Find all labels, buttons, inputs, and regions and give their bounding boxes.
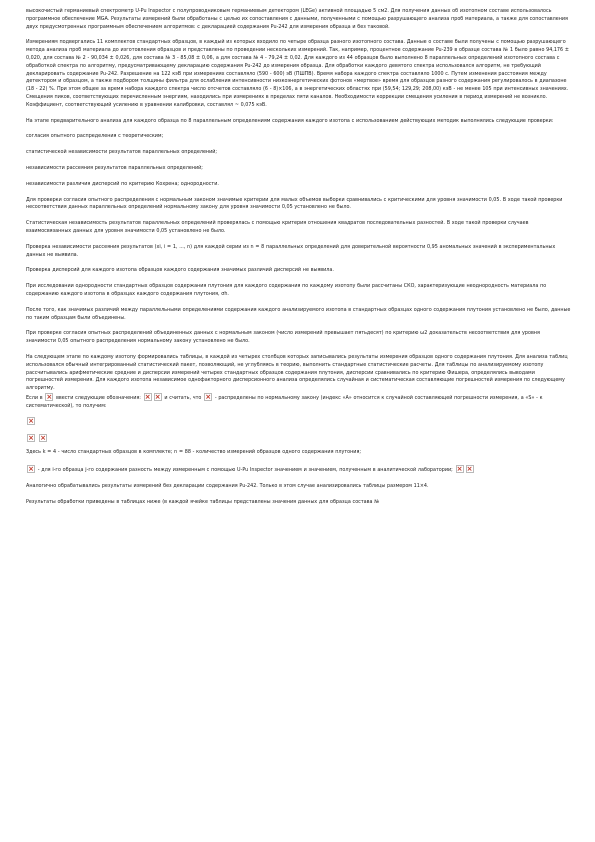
paragraph-statistical-independence: Статистическая независимость результатов параллельных определений проверялась с помощью критерия отношения квадратов последовательных разностей. В ходе такой проверки случаев взаимосвязанных данных для уровня значимости 0,05 установлено не было. [26,220,529,234]
paragraph-checks-intro: На этапе предварительного анализа для каждого образца по 8 параллельным определениям содержания каждого изотопа с использованием действующих методик выполнялись следующие проверки: [26,117,554,124]
list-item-independence: статистической независимости результатов параллельных определений; [26,149,218,156]
paragraph-dispersions: Проверка дисперсий для каждого изотопа образцов каждого содержания значимых различий дисперсий не выявила. [26,267,334,274]
paragraph-difference [26,465,571,475]
formula-line [26,393,571,411]
paragraph-outliers: Проверка независимости рассеяния результатов (xi, i = 1, ..., n) для каждой серии из n = 8 параллельных определений для доверительной вероятности 0,95 аномальных значений в экспериментальных данных не выявила. [26,243,556,258]
broken-image-icon [144,393,152,401]
document-page [26,8,571,507]
broken-image-icon [466,465,474,473]
formula-mid2: и считать, что [164,394,202,401]
broken-image-icon [456,465,464,473]
paragraph-merge: После того, как значимых различий между параллельными определениями содержания каждого анализируемого изотопа в стандартных образцах одного содержания плутония установлено не было, данные по таким образцам были объединены. [26,306,571,321]
paragraph-normality: Для проверки согласия опытного распределения с нормальным законом значимые критерии для малых объемов выборки сравнивались с критическими для уровня значимости 0,05. В ходе такой проверки несоответствия данных параллельных определений нормальному закону для уровня значимости 0,05 установлено не было. [26,196,563,211]
list-item-agreement: согласия опытного распределения с теоретическим; [26,133,164,140]
broken-image-icon [45,393,53,401]
formula-mid1: ввести следующие обозначения: [56,394,141,401]
formula-image-row [26,432,571,444]
broken-image-icon [27,434,35,442]
broken-image-icon [154,393,162,401]
formula-lead: Если в [26,394,43,401]
formula-mid3: - распределены по нормальному закону (индекс «А» относится к случайной составляющей погрешности измерения, а «S» - к систематической), то получим: [26,394,543,409]
paragraph-samples: Измерениям подвергались 11 комплектов стандартных образцов, в каждый из которых входило по четыре образца разного изотопного состава. Данные о составе были получены с помощью разрушающего метода анализа проб материала до изготовления образцов и представлены по проведении нескольких измерений. Так, например, процентное содержание Pu-239 в образце состава № 1 было равно 94,176 ± 0,020, для состава № 2 - 90,034 ± 0,026, для состава № 3 - 85,08 ± 0,06, а для состава № 4 - 79,24 ± 0,02. Для каждого из 44 образцов было выполнено 8 параллельных определений изотопного состава с обработкой спектра по алгоритму, предусматривающему декларацию содержания Pu-242 до измерения образца. Для обработки каждого девятого спектра использовался алгоритм, не требующий декларировать содержание Pu-242. Разрешение на 122 кэВ при измерениях составляло (590 - 600) эВ (ПШПВ). Время набора каждого спектра составляло 1000 с. Путем изменения расстояния между детектором и образцом, а также подбором толщины фильтра для ослабления интенсивности низкоэнергетических фотонов «мертвое» время для образцов разного содержания регулировалось в диапазоне (18 - 22) %. При этом общее за время набора каждого спектра число отсчетов составляло (6 - 8)×106, а в энергетических областях при (59,54; 129,29; 208,00) кэВ - не менее 105 при интенсивных значениях. Смещения пиков, соответствующих перечисленным энергиям, находились при измерениях в пределах пяти каналов. Необходимости коррекции смещения усиления в период измерений не возникло. Коэффициент, соответствующий усилению в уравнении калибровки, составлял ~ 0,075 кэВ. [26,39,569,108]
paragraph-homogeneity: При исследовании однородности стандартных образцов содержания плутония для каждого содержания по каждому изотопу были рассчитаны СКО, характеризующие неоднородность материала по содержанию каждого изотопа в образцах каждого содержания плутония, σh. [26,283,547,297]
list-item-scatter: независимости рассеяния результатов параллельных определений; [26,164,203,171]
paragraph-without-declaration: Аналогично обрабатывались результаты измерений без декларации содержания Pu-242. Только в этом случае анализировались таблицы размером 11×4. [26,483,429,490]
formula-image-row [26,415,571,427]
broken-image-icon [39,434,47,442]
broken-image-icon [27,465,35,473]
list-item-cochran: независимости различия дисперсий по критерию Кохрена; однородности. [26,180,219,187]
broken-image-icon [204,393,212,401]
paragraph-intro: высокочистый германиевый спектрометр U-Pu Inspector с полупроводниковым германиевым детектором (LEGe) активной площадью 5 см2. Для получения данных об изотопном составе использовалось программное обеспечение MGA. Результаты измерений были обработаны с целью их сопоставления с данными, полученными с помощью разрушающего анализа проб материала, а также для сопоставления двух предусмотренных программным обеспечением алгоритмов: с декларацией содержания Pu-242 для измерения образца и без таковой. [26,8,568,30]
paragraph-results: Результаты обработки приведены в таблицах ниже (в каждой ячейке таблицы представлены значения данных для образца состава № [26,498,380,505]
paragraph-tables-algorithm: На следующем этапе по каждому изотопу формировались таблицы, в каждой из четырех столбцов которых записывались результаты измерения образцов одного содержания плутония. Для анализа таблиц использовался обычный интегрированный статистический пакет, позволяющий, не углубляясь в теорию, выполнить стандартные статистические расчеты. Для таблицы по анализируемому изотопу рассчитывались арифметические средние и дисперсии измерений четырех стандартных образцов содержания плутония, дисперсии сравнивались по критерию Фишера, определялись выводами погрешностей измерения. Для каждого изотопа независимое однофакторного дисперсионного анализа определялись случайная и систематическая составляющие погрешностей измерения по следующему алгоритму. [26,353,568,392]
paragraph-definitions: Здесь k = 4 - число стандартных образцов в комплекте; n = 88 - количество измерений образцов одного содержания плутония; [26,449,362,456]
broken-image-icon [27,417,35,425]
paragraph-omega-test: При проверке согласия опытных распределений объединенных данных с нормальным законом (число измерений превышает пятьдесят) по критерию ω2 доказательств несоответствия для уровня значимости 0,05 опытного распределения нормальному закону установлено не было. [26,330,540,345]
difference-text: - для i-го образца j-го содержания разность между измеренным с помощью U-Pu Inspector значением и значением, полученным в аналитической лаборатории; [37,467,453,474]
